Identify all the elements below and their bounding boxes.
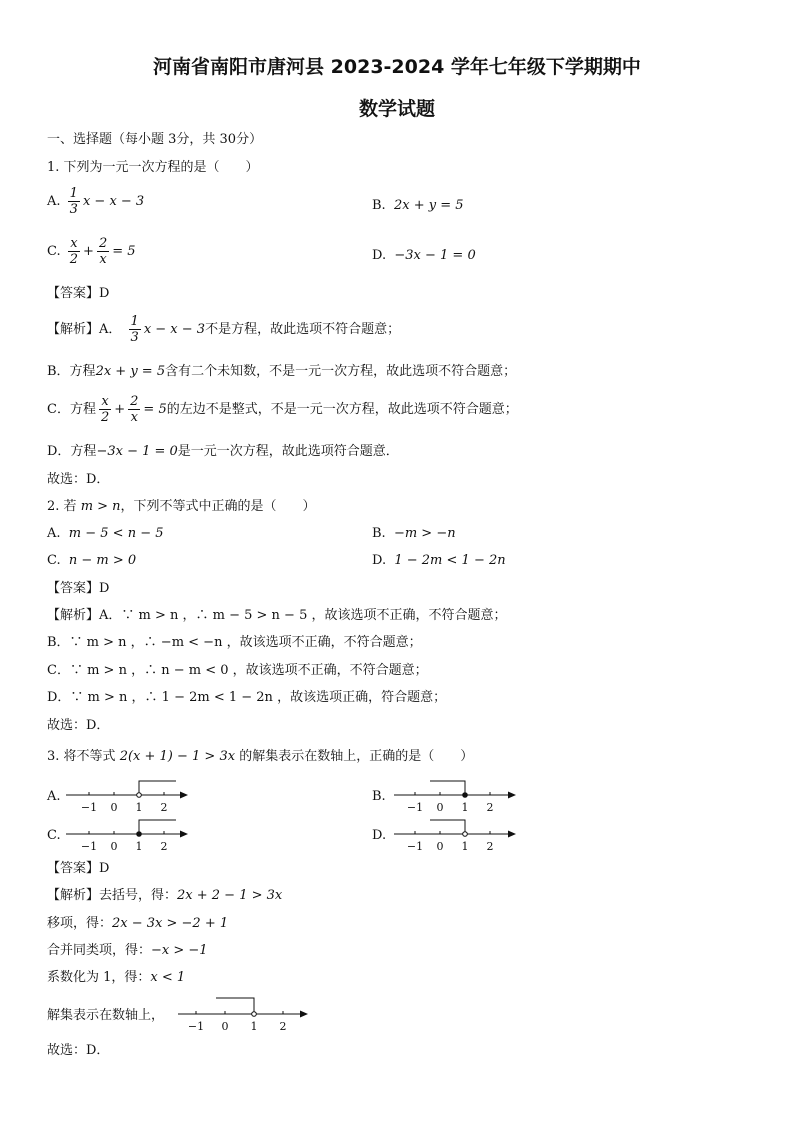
math-expr: m − 5 < n − 5	[68, 526, 164, 541]
math-expr: −x > −1	[151, 943, 208, 958]
stem-prefix: 2. 若	[47, 499, 77, 514]
q1-explanation-c	[47, 394, 518, 425]
math-expr: 2x − 3x > −2 + 1	[112, 916, 229, 931]
denominator: 3	[130, 330, 139, 345]
q1-option-a	[47, 186, 144, 217]
q3-option-c-number-line	[62, 815, 194, 859]
step-text: 合并同类项，得：	[47, 943, 152, 958]
numerator: 2	[130, 394, 139, 409]
axis-arrow	[300, 1011, 308, 1018]
q1-answer: 【答案】D	[47, 286, 110, 301]
option-label: D.	[372, 248, 387, 263]
q3-step-2	[47, 916, 228, 932]
numerator: 1	[69, 186, 78, 201]
tick-label: 0	[110, 801, 118, 814]
tick-label: 1	[461, 840, 469, 853]
q2-explanation-a: 【解析】A．∵ m > n ，∴ m − 5 > n − 5 ，故该选项不正确，不符合题意；	[47, 608, 507, 623]
q2-answer: 【答案】D	[47, 581, 110, 596]
tick-label: 1	[461, 801, 469, 814]
numerator: x	[99, 394, 111, 410]
fraction	[68, 186, 80, 217]
tick-label: 2	[279, 1020, 287, 1033]
math-expr: −m > −n	[393, 526, 456, 541]
q1-stem: 1. 下列为一元一次方程的是（ ）	[47, 160, 259, 175]
explanation-prefix: 【解析】A．	[47, 322, 122, 337]
q1-option-c	[47, 236, 136, 267]
math-expr: x < 1	[150, 970, 186, 985]
section-heading: 一、选择题（每小题 3分，共 30分）	[47, 132, 263, 147]
denominator: 2	[100, 410, 110, 425]
math-expr: −3x − 1 = 0	[394, 248, 476, 263]
numerator: 1	[130, 314, 139, 329]
math-expr: 2x + 2 − 1 > 3x	[177, 888, 283, 903]
math-expr: = 5	[112, 244, 136, 259]
stem-text: 的解集表示在数轴上，正确的是（ ）	[239, 749, 474, 764]
math-expr: = 5	[143, 402, 167, 417]
tick-label: 0	[221, 1020, 229, 1033]
option-label: D.	[372, 553, 387, 568]
math-expr: x − x − 3	[143, 322, 206, 337]
q3-conclusion: 故选：D．	[47, 1043, 110, 1058]
page-subtitle: 数学试题	[358, 98, 435, 120]
solution-bracket	[139, 820, 176, 834]
q1-explanation-d	[47, 444, 399, 460]
axis-arrow	[508, 792, 516, 799]
option-label: C.	[47, 244, 61, 259]
step-text: 系数化为 1，得：	[47, 970, 151, 985]
q2-option-c	[47, 553, 136, 569]
q1-option-b	[372, 198, 464, 214]
q3-option-a-number-line	[62, 776, 194, 820]
explanation-text: 不是方程，故此选项不符合题意；	[205, 322, 401, 337]
tick-label: 2	[486, 840, 494, 853]
tick-label: 1	[135, 840, 143, 853]
q3-solution-number-line	[174, 995, 314, 1039]
q3-step-3	[47, 943, 208, 959]
q3-step-4	[47, 970, 185, 986]
solution-bracket	[430, 820, 465, 834]
explanation-prefix: B．方程	[47, 364, 96, 379]
denominator: 3	[69, 202, 78, 217]
tick-label: 0	[436, 801, 444, 814]
option-label: A.	[47, 194, 61, 209]
open-point	[137, 793, 142, 798]
explanation-prefix: D．方程	[47, 444, 97, 459]
q3-answer: 【答案】D	[47, 861, 110, 876]
tick-label: −1	[187, 1020, 205, 1033]
q2-explanation-b: B．∵ m > n ，∴ −m < −n ，故该选项不正确，不符合题意；	[47, 635, 422, 650]
fraction	[68, 236, 80, 267]
denominator: x	[130, 410, 138, 425]
tick-label: 2	[160, 840, 168, 853]
step-text: 【解析】去括号，得：	[47, 888, 178, 903]
q3-option-d-label: D.	[372, 828, 387, 843]
tick-label: 1	[250, 1020, 258, 1033]
plus-sign: +	[83, 244, 94, 259]
math-expr: 2(x + 1) − 1 > 3x	[119, 749, 236, 764]
q3-stem	[47, 749, 473, 765]
tick-label: −1	[80, 840, 98, 853]
math-expr: 1 − 2m < 1 − 2n	[394, 553, 506, 568]
math-expr: n − m > 0	[68, 553, 137, 568]
axis-arrow	[508, 831, 516, 838]
q2-stem	[47, 499, 316, 515]
fraction	[99, 394, 111, 425]
q2-option-d	[372, 553, 506, 569]
math-expr: −3x − 1 = 0	[96, 444, 178, 459]
q1-explanation-b	[47, 364, 516, 380]
tick-label: −1	[406, 801, 424, 814]
open-point	[252, 1012, 257, 1017]
solution-bracket	[216, 998, 254, 1014]
explanation-text: 含有二个未知数，不是一元一次方程，故此选项不符合题意；	[165, 364, 517, 379]
tick-label: −1	[406, 840, 424, 853]
page-title: 河南省南阳市唐河县 2023-2024 学年七年级下学期期中	[153, 56, 641, 78]
numerator: 2	[98, 236, 108, 251]
explanation-text: 的左边不是整式，不是一元一次方程，故此选项不符合题意；	[166, 402, 518, 417]
tick-label: 0	[110, 840, 118, 853]
q2-explanation-d: D．∵ m > n ，∴ 1 − 2m < 1 − 2n ，故该选项正确，符合题意；	[47, 690, 447, 705]
open-point	[463, 832, 468, 837]
tick-label: 0	[436, 840, 444, 853]
math-expr: x − x − 3	[82, 194, 145, 209]
q2-option-a	[47, 526, 164, 542]
fraction	[129, 314, 141, 345]
closed-point	[137, 832, 142, 837]
math-expr: m > n	[80, 499, 121, 514]
plus-sign: +	[114, 402, 126, 417]
tick-label: 2	[486, 801, 494, 814]
q1-explanation-a	[47, 314, 400, 345]
tick-label: 2	[160, 801, 168, 814]
q1-option-d	[372, 248, 476, 264]
q1-conclusion: 故选：D．	[47, 472, 110, 487]
q3-step-5: 解集表示在数轴上，	[47, 1008, 165, 1023]
q3-step-1	[47, 888, 282, 904]
stem-prefix: 3. 将不等式	[47, 749, 116, 764]
solution-bracket	[430, 781, 465, 795]
denominator: x	[99, 252, 107, 267]
tick-label: −1	[80, 801, 98, 814]
option-label: C.	[47, 553, 61, 568]
option-label: A.	[47, 526, 61, 541]
closed-point	[463, 793, 468, 798]
stem-text: ，下列不等式中正确的是（ ）	[120, 499, 316, 514]
q2-explanation-c: C．∵ m > n ，∴ n − m < 0 ，故该选项不正确，不符合题意；	[47, 663, 428, 678]
q2-option-b	[372, 526, 456, 542]
numerator: x	[68, 236, 80, 252]
q3-option-b-label: B.	[372, 789, 386, 804]
axis-arrow	[180, 831, 188, 838]
math-expr: 2x + y = 5	[95, 364, 166, 379]
q2-conclusion: 故选：D．	[47, 718, 110, 733]
axis-arrow	[180, 792, 188, 799]
option-label: B.	[372, 198, 386, 213]
step-text: 移项，得：	[47, 916, 113, 931]
denominator: 2	[69, 252, 79, 267]
q3-option-a-label: A.	[47, 789, 61, 804]
explanation-prefix: C．方程	[47, 402, 96, 417]
q3-option-b-number-line	[390, 776, 522, 820]
explanation-text: 是一元一次方程，故此选项符合题意．	[177, 444, 399, 459]
q3-option-d-number-line	[390, 815, 522, 859]
fraction	[97, 236, 109, 267]
q3-option-c-label: C.	[47, 828, 61, 843]
option-label: B.	[372, 526, 386, 541]
math-expr: 2x + y = 5	[393, 198, 464, 213]
solution-bracket	[139, 781, 176, 795]
fraction	[128, 394, 140, 425]
tick-label: 1	[135, 801, 143, 814]
